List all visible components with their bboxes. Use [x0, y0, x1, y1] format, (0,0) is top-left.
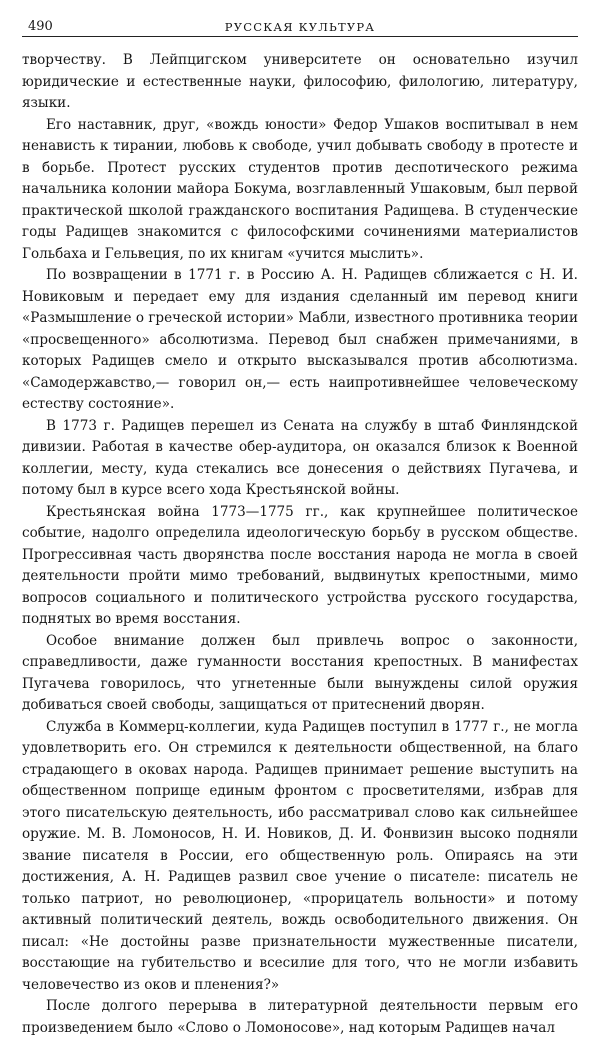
page-number: 490 [28, 19, 53, 34]
paragraph: Служба в Коммерц-коллегии, куда Радищев поступил в 1777 г., не могла удовлетворить его. Он стремился к деятельности общественной, на благо страдающего в оковах народа. Радищев принимает решение выступить на общественном поприще единым фронтом с просветителями, избрав для этого писательскую деятельность, ибо рассматривал слово как сильнейшее оружие. М. В. Ломоносов, Н. И. Новиков, Д. И. Фонвизин высоко подняли звание писателя в России, его общественную роль. Опираясь на эти достижения, А. Н. Радищев развил свое учение о писателе: писатель не только патриот, но революционер, «прорицатель вольности» и потому активный политический деятель, вождь освободительного движения. Он писал: «Не достойны разве признательности мужественные писатели, восстающие на губительство и всесилие для того, что не могли избавить человечество из оков и пленения?» [22, 718, 578, 993]
book-page [22, 16, 578, 1039]
paragraph: После долгого перерыва в литературной деятельности первым его произведением было «Слово о Ломоносове», над которым Радищев начал [22, 998, 578, 1036]
body-text [22, 50, 578, 1039]
paragraph: Особое внимание должен был привлечь вопрос о законности, справедливости, даже гуманности восстания крепостных. В манифестах Пугачева говорилось, что угнетенные были вынуждены силой оружия добиваться своей свободы, защищаться от притеснений дворян. [22, 632, 578, 713]
paragraph-continued: творчеству. В Лейпцигском университете он основательно изучил юридические и естественные науки, философию, филологию, литературу, языки. [22, 52, 578, 111]
running-title: РУССКАЯ КУЛЬТУРА [224, 20, 376, 34]
page-header [22, 16, 578, 37]
paragraph: По возвращении в 1771 г. в Россию А. Н. Радищев сближается с Н. И. Новиковым и передает ему для издания сделанный им перевод книги «Размышление о греческой истории» Мабли, известного противника теории «просвещенного» абсолютизма. Перевод был снабжен примечаниями, в которых Радищев смело и открыто высказывался против абсолютизма. «Самодержавство,— говорил он,— есть наипротивнейшее человеческому естеству состояние». [22, 267, 578, 412]
paragraph: Его наставник, друг, «вождь юности» Федор Ушаков воспитывал в нем ненависть к тирании, любовь к свободе, учил добывать свободу в протесте и в борьбе. Протест русских студентов против деспотического режима начальника колонии майора Бокума, возглавленный Ушаковым, был первой практической школой гражданского воспитания Радищева. В студенческие годы Радищев знакомится с философскими сочинениями материалистов Гольбаха и Гельвеция, по их книгам «учится мыслить». [22, 116, 578, 262]
paragraph: Крестьянская война 1773—1775 гг., как крупнейшее политическое событие, надолго определила идеологическую борьбу в русском обществе. Прогрессивная часть дворянства после восстания народа не могла в своей деятельности пройти мимо требований, выдвинутых крепостными, мимо вопросов социального и политического устройства русского государства, поднятых во время восстания. [22, 503, 578, 627]
paragraph: В 1773 г. Радищев перешел из Сената на службу в штаб Финляндской дивизии. Работая в качестве обер-аудитора, он оказался близок к Военной коллегии, месту, куда стекались все донесения о действиях Пугачева, и потому был в курсе всего хода Крестьянской войны. [22, 417, 578, 498]
